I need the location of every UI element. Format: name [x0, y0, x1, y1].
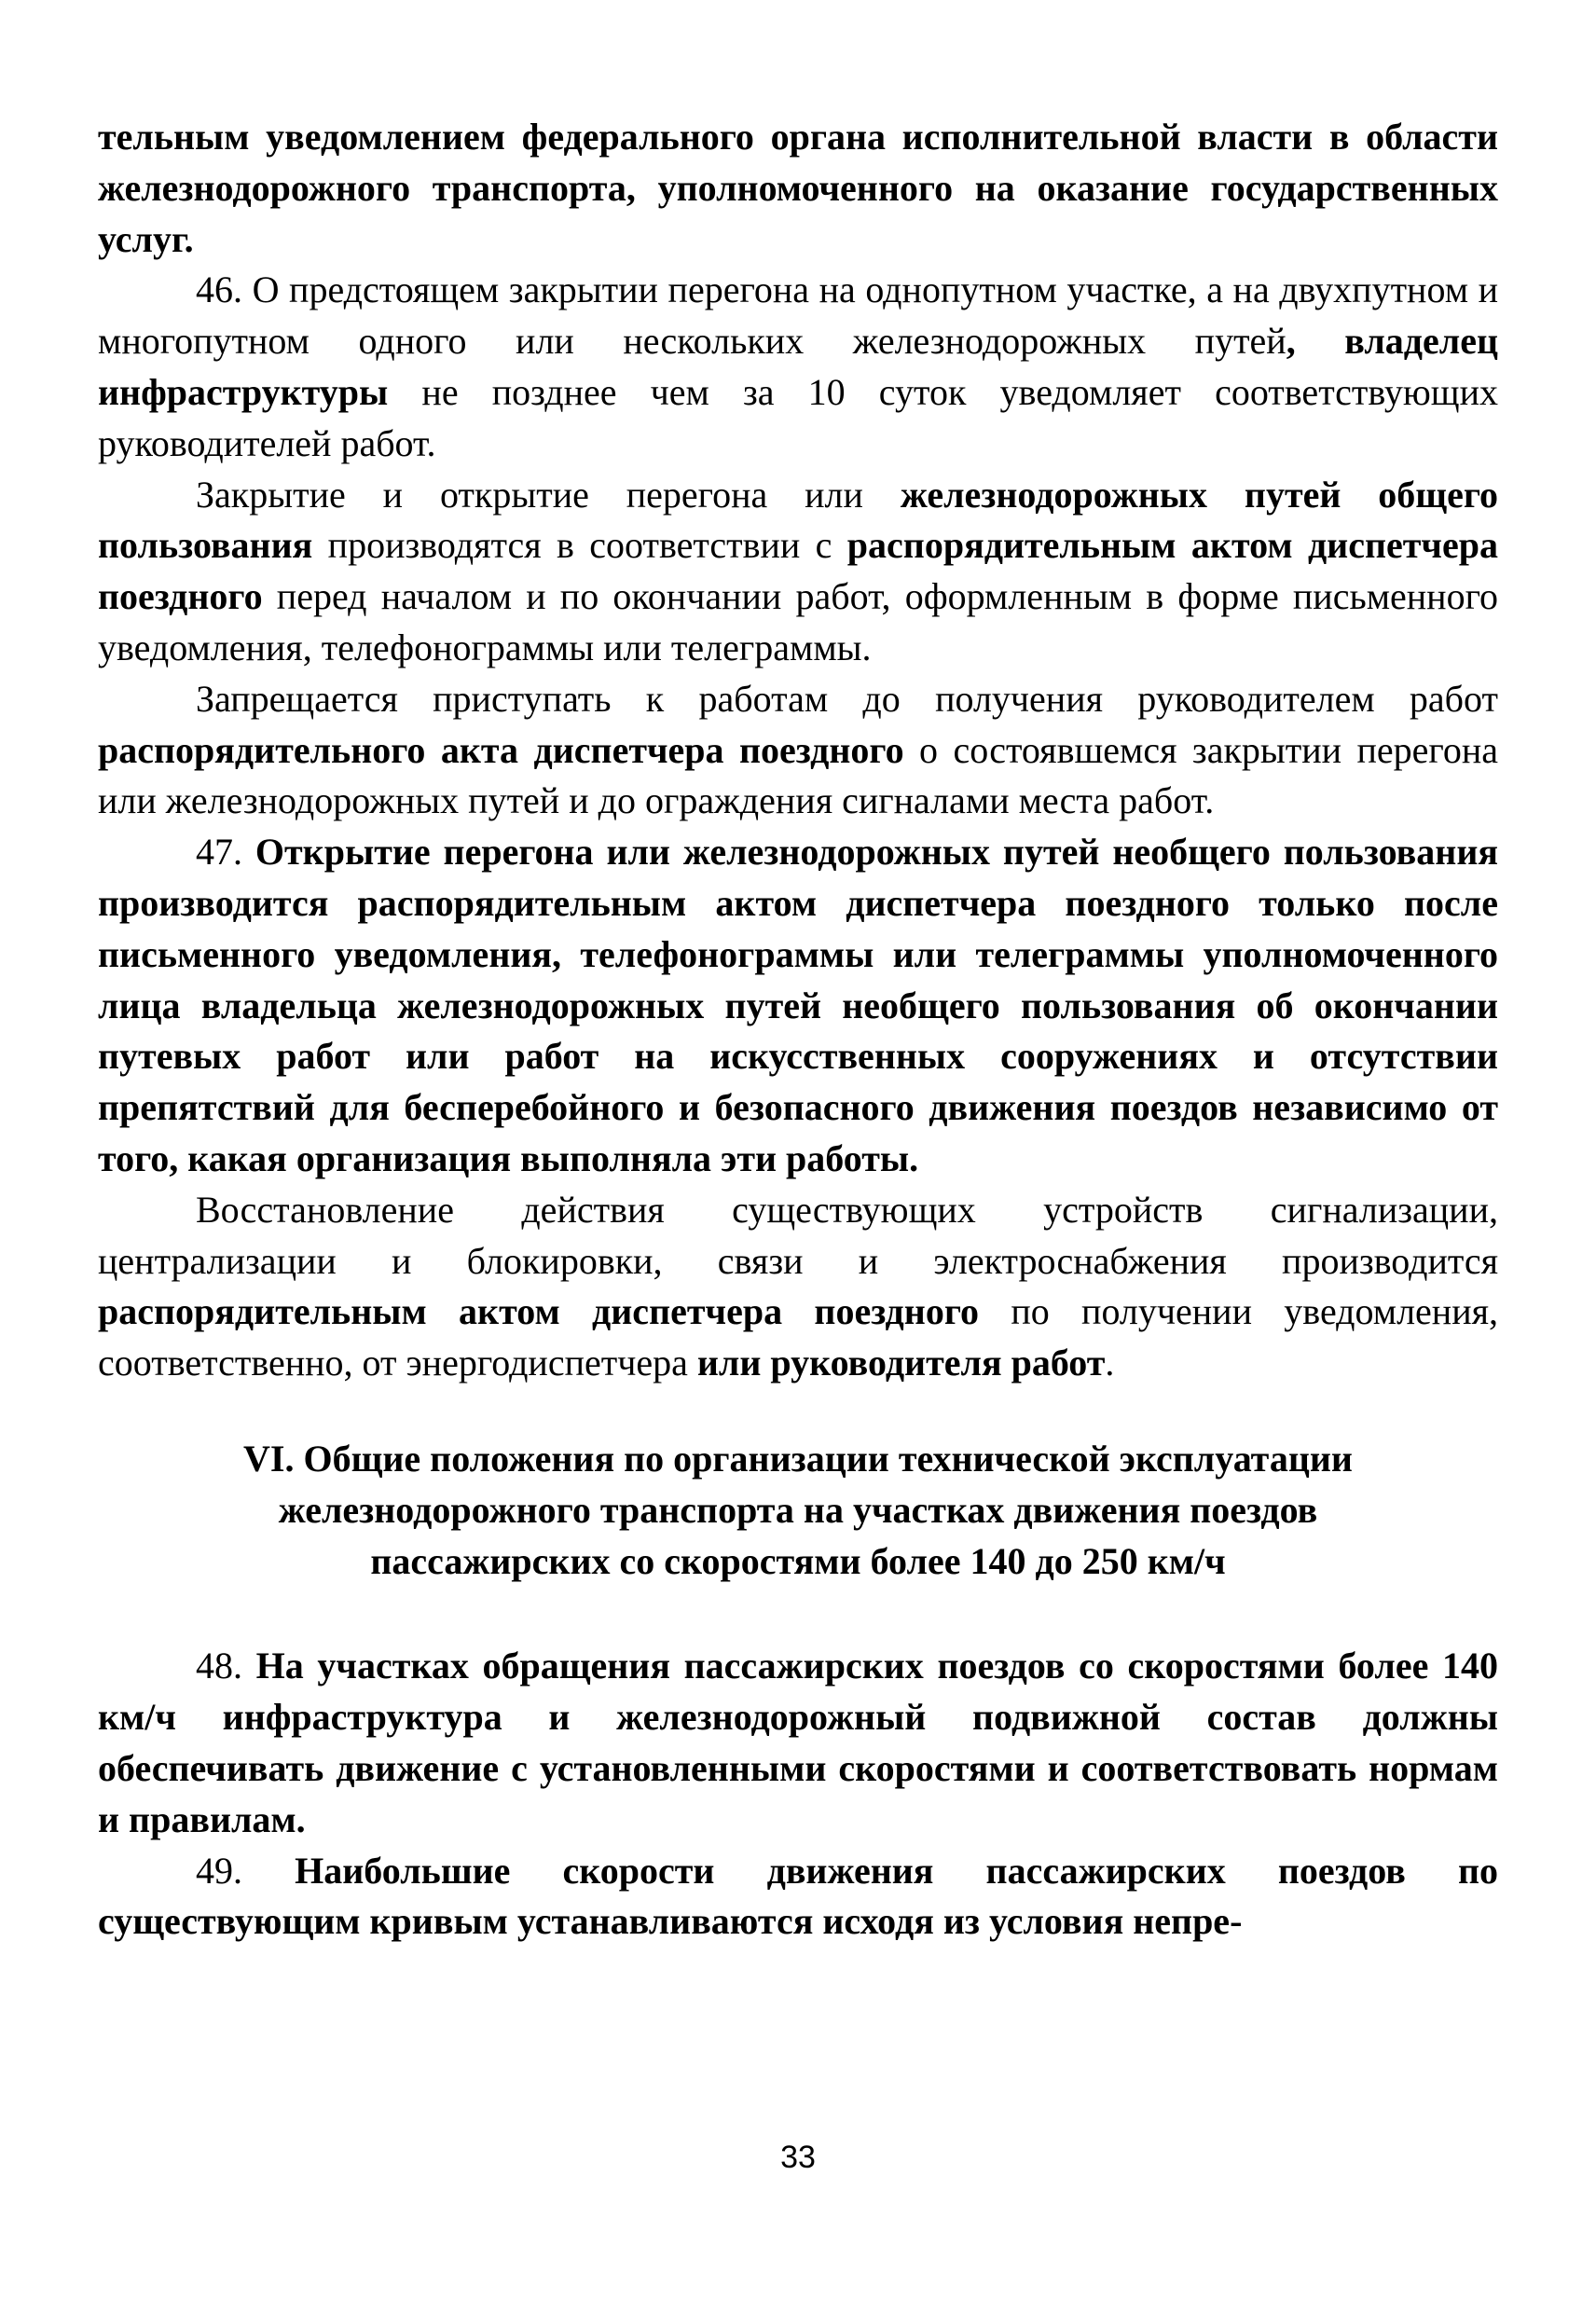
bold-text: На участках обращения пассажирских поездов со скоростями более 140 км/ч инфраструктура и железнодорожный подвижной состав должны обеспечивать движение с установленными скоростями и соответствовать нормам и правилам.: [98, 1645, 1498, 1840]
paragraphs-before-heading: [98, 112, 1498, 1389]
paragraph: [98, 1641, 1498, 1845]
bold-text: или руководителя работ: [696, 1342, 1106, 1384]
text-segment: 46. О предстоящем закрытии перегона на однопутном участке, а на двухпутном и многопутном одного или нескольких железнодорожных путей: [98, 268, 1498, 363]
paragraphs-after-heading: [98, 1641, 1498, 1948]
heading-line: железнодорожного транспорта на участках движения поездов: [278, 1488, 1318, 1531]
text-segment: Закрытие и открытие перегона или: [196, 473, 901, 516]
bold-text: железнодорожных путей общего пользования: [98, 473, 1498, 567]
paragraph: [98, 470, 1498, 674]
bold-text: распорядительного акта диспетчера поездного: [98, 728, 904, 771]
bold-text: Наибольшие скорости движения пассажирских поездов по существующим кривым устанавливаются исходя из условия непре-: [98, 1849, 1499, 1943]
text-segment: производятся в соответствии с: [312, 524, 847, 567]
bold-text: распорядительным актом диспетчера поездного: [98, 1290, 979, 1333]
bold-text: Открытие перегона или железнодорожных путей необщего пользования производится распорядительным актом диспетчера поездного только после письменного уведомления, телефонограммы или телеграммы уполномоченного лица владельца железнодорожных путей необщего пользования об окончании путевых работ или работ на искусственных сооружениях и отсутствии препятствий для бесперебойного и безопасного движения поездов независимо от того, какая организация выполняла эти работы.: [98, 831, 1499, 1179]
paragraph: [98, 674, 1498, 827]
text-segment: 48.: [196, 1645, 256, 1687]
text-segment: Восстановление действия существующих устройств сигнализации, централизации и блокировки, связи и электроснабжения производится: [98, 1188, 1498, 1282]
text-segment: о состоявшемся закрытии перегона или железнодорожных путей и до ограждения сигналами места работ.: [98, 728, 1499, 822]
bold-text: распорядительным актом диспетчера поездного: [98, 524, 1498, 618]
text-segment: .: [1105, 1342, 1115, 1384]
heading-line: VI. Общие положения по организации технической эксплуатации: [243, 1437, 1353, 1480]
paragraph: [98, 1185, 1498, 1389]
text-segment: 47.: [196, 831, 255, 874]
paragraph: [98, 827, 1498, 1185]
text-segment: 49.: [196, 1849, 296, 1892]
bold-text: тельным уведомлением федерального органа исполнительной власти в области железнодорожного транспорта, уполномоченного на оказание государственных услуг.: [98, 116, 1498, 260]
section-heading: [98, 1434, 1498, 1587]
text-segment: перед началом и по окончании работ, оформленным в форме письменного уведомления, телефонограммы или телеграммы.: [98, 575, 1498, 668]
paragraph: [98, 1846, 1498, 1948]
paragraph: [98, 265, 1498, 469]
page-number: 33: [780, 2140, 816, 2175]
text-segment: не позднее чем за 10 суток уведомляет соответствующих руководителей работ.: [98, 370, 1498, 464]
bold-text: , владелец инфраструктуры: [98, 320, 1499, 413]
heading-line: пассажирских со скоростями более 140 до 250 км/ч: [370, 1539, 1226, 1582]
text-segment: по получении уведомления, соответственно, от энергодиспетчера: [98, 1290, 1499, 1384]
paragraph: [98, 112, 1498, 265]
text-segment: Запрещается приступать к работам до получения руководителем работ: [196, 677, 1498, 720]
page-content: [98, 112, 1498, 1948]
